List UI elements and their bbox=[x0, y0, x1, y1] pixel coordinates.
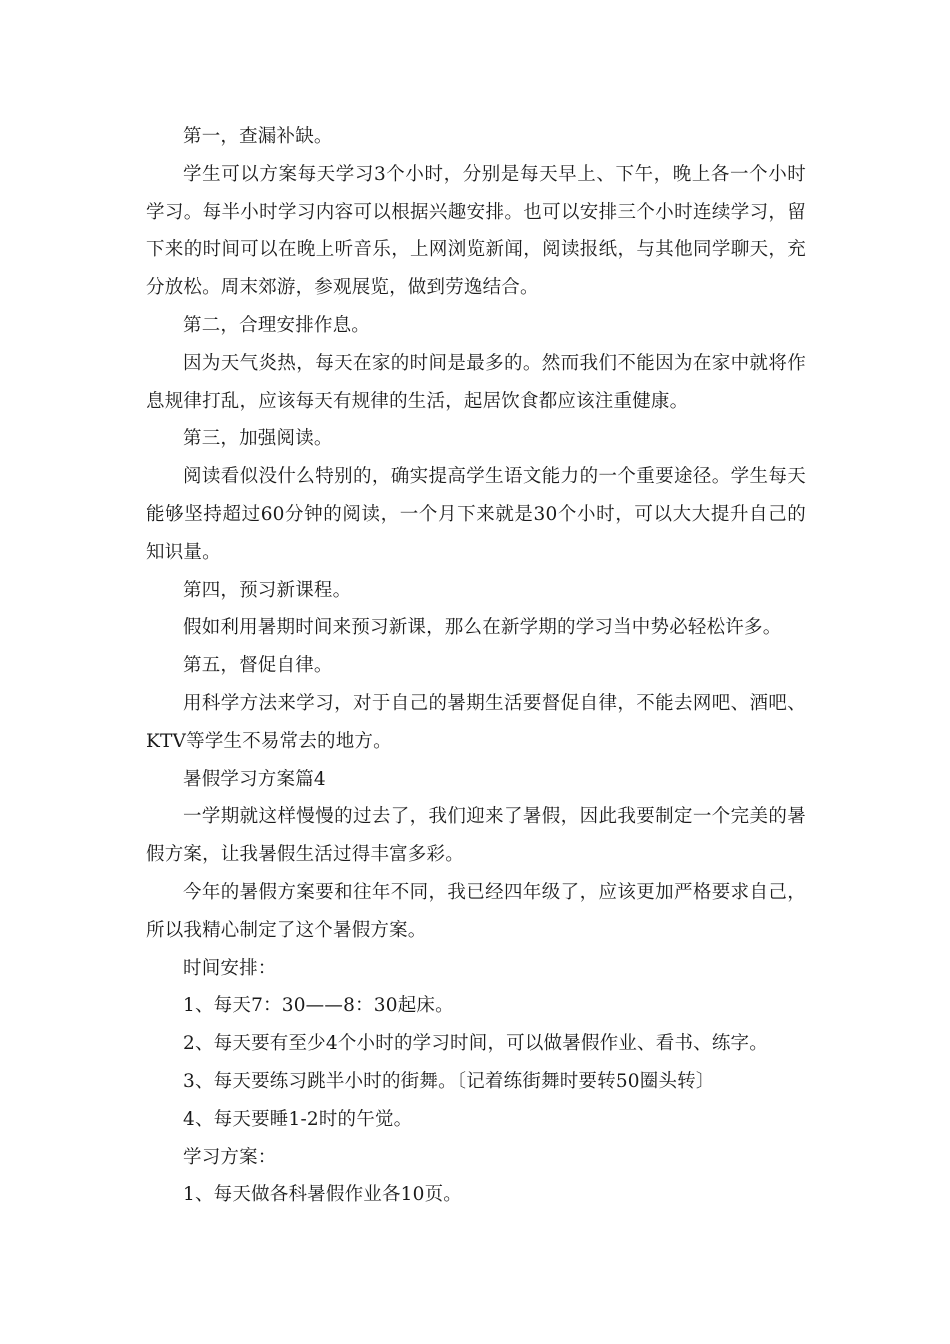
study-plan-heading: 学习方案： bbox=[183, 1146, 277, 1168]
study-plan-item: 1、每天做各科暑假作业各10页。 bbox=[183, 1184, 463, 1206]
paragraph-heading-5: 第五，督促自律。 bbox=[183, 655, 333, 677]
paragraph-intro-2: 今年的暑假方案要和往年不同，我已经四年级了，应该更加严格要求自己，所以我精心制定了这个暑假方案。 bbox=[146, 881, 806, 941]
paragraph-heading-2: 第二，合理安排作息。 bbox=[183, 314, 371, 336]
paragraph-body-1: 学生可以方案每天学习3个小时，分别是每天早上、下午，晚上各一个小时学习。每半小时学习内容可以根据兴趣安排。也可以安排三个小时连续学习，留下来的时间可以在晚上听音乐，上网浏览新闻，阅读报纸，与其他同学聊天，充分放松。周末郊游，参观展览，做到劳逸结合。 bbox=[146, 163, 806, 299]
paragraph-intro-1: 一学期就这样慢慢的过去了，我们迎来了暑假，因此我要制定一个完美的暑假方案，让我暑假生活过得丰富多彩。 bbox=[146, 806, 806, 866]
schedule-heading: 时间安排： bbox=[183, 957, 277, 979]
paragraph-body-2: 因为天气炎热，每天在家的时间是最多的。然而我们不能因为在家中就将作息规律打乱，应该每天有规律的生活，起居饮食都应该注重健康。 bbox=[146, 352, 806, 412]
paragraph-heading-3: 第三，加强阅读。 bbox=[183, 428, 333, 450]
paragraph-body-4: 假如利用暑期时间来预习新课，那么在新学期的学习当中势必轻松许多。 bbox=[183, 617, 782, 639]
schedule-item: 4、每天要睡1-2时的午觉。 bbox=[183, 1108, 413, 1130]
paragraph-heading-1: 第一，查漏补缺。 bbox=[183, 126, 333, 147]
section-title: 暑假学习方案篇4 bbox=[183, 768, 326, 790]
schedule-item: 1、每天7：30——8：30起床。 bbox=[183, 995, 454, 1017]
schedule-item: 3、每天要练习跳半小时的街舞。〔记着练街舞时要转50圈头转〕 bbox=[183, 1070, 715, 1092]
paragraph-heading-4: 第四，预习新课程。 bbox=[183, 579, 352, 601]
paragraph-body-5: 用科学方法来学习，对于自己的暑期生活要督促自律，不能去网吧、酒吧、KTV等学生不易常去的地方。 bbox=[146, 692, 806, 752]
document-body bbox=[146, 118, 806, 1214]
schedule-item: 2、每天要有至少4个小时的学习时间，可以做暑假作业、看书、练字。 bbox=[183, 1033, 768, 1055]
paragraph-body-3: 阅读看似没什么特别的，确实提高学生语文能力的一个重要途径。学生每天能够坚持超过60分钟的阅读，一个月下来就是30个小时，可以大大提升自己的知识量。 bbox=[146, 466, 806, 563]
